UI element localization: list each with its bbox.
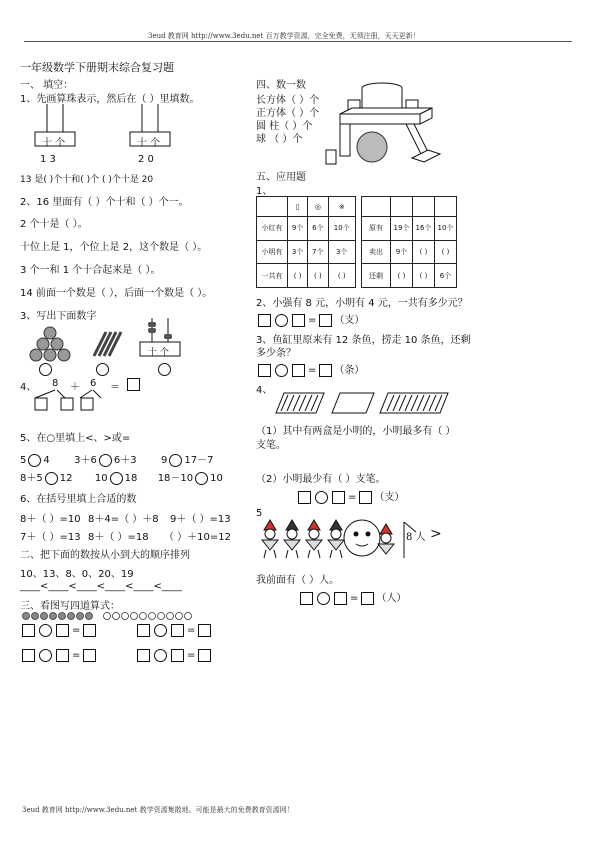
queue-greater-sign: > [430,526,442,542]
abacus-1-nums: 1 3 [40,154,56,165]
q3-text: 2 个十是（ ）。 [20,219,88,230]
q1b-text: 13 是( )个十和( )个 ( )个十是 20 [20,175,154,185]
beads-picture [22,611,202,621]
problem-3-equation: = （条） [256,361,364,377]
abacus-1-label: 十 个 [42,138,66,149]
q9-text: 5、在○里填上<、>或= [20,433,131,444]
header-rule [24,41,572,42]
fill-row-1-b: 8＋4=（ ）＋8 [88,514,159,525]
problem-5-num: 5 [256,508,263,519]
section-5-heading: 五、应用题 [256,172,306,183]
page-footer: 3eud 教育网 http://www.3edu.net 教学资源集散地。可能是最大的免费教育资源网！ [22,806,294,814]
t1-icon-2: ◎ [308,197,328,217]
queue-count-label: 8 人 [406,532,426,543]
problem-5-equation: = （人） [298,589,406,605]
table-2: 原有 19个 16个 10个 卖出 9个 ( ) ( ) 还剩 ( ) ( ) 6个 [361,196,457,288]
section-1-heading: 一、 填空： [20,80,74,91]
abacus-3-label: 十 个 [148,348,169,358]
fill-row-2-c: （ ）＋10=12 [164,532,232,543]
q6-text: 14 前面一个数是（ ），后面一个数是（ ）。 [20,288,213,299]
t1-icon-3: ※ [328,197,356,217]
q8-split-lines [35,388,105,413]
q7-answers [37,363,173,376]
table-1: ▯ ◎ ※ 小红有 9个 6个 10个 小明有 3个 7个 3个 一共有 ( ) ( ) ( ) [256,196,356,288]
problem-3-text: 3、鱼缸里原来有 12 条鱼，捞走 10 条鱼，还剩 [256,335,471,346]
section-2-heading: 二、把下面的数按从小到大的顺序排列 [20,550,190,561]
problem-3-text-2: 多少条？ [256,348,296,359]
abacus-2-label: 十 个 [137,138,161,149]
sticks-picture [92,330,122,358]
q2-text: 2、16 里面有（ ）个十和（ ）个一。 [20,197,189,208]
problem-4a-text-2: 支笔。 [256,440,286,451]
fill-row-2-a: 7＋（ ）=13 [20,532,81,543]
problem-5-question: 我前面有（ ）人。 [256,575,340,586]
q10-text: 6、在括号里填上合适的数 [20,494,137,505]
fill-row-2-b: 8＋（ ）=18 [88,532,149,543]
shape-count-cylinder: 圆 柱（ ）个 [256,121,313,132]
pencil-boxes-picture [276,391,466,417]
shape-count-cube: 正方体（ ）个 [256,108,320,119]
circles-picture [30,327,70,357]
q8-eq: ＝ [110,382,120,393]
problem-4b-text: （2）小明最少有（ ）支笔。 [256,474,386,485]
fill-row-1-a: 8＋（ ）=10 [20,514,81,525]
q8-a: 8 [52,378,59,389]
page-title: 一年级数学下册期末综合复习题 [20,61,174,74]
compare-row-1: 5 4 3＋6 6＋3 9 17－7 [20,455,214,466]
q8-num: 4、 [20,382,37,393]
q4-text: 十位上是 1，个位上是 2，这个数是（ ）。 [20,242,208,253]
equation-template-2: = [135,624,213,637]
problem-1-num: 1、 [256,186,273,197]
t1-icon-1: ▯ [288,197,308,217]
equation-template-4: = [135,649,213,662]
sequence-blanks: ____<____<____<____<____<____ [20,581,182,592]
shapes-structure-picture [322,80,447,170]
problem-2-equation: = （支） [256,311,364,327]
page-header: 3eud 教育网 http://www.3edu.net 百万教学资源，完全免费，无须注册，天天更新！ [148,32,420,40]
equation-template-3: = [20,649,98,662]
problem-4-equation: = （支） [296,488,404,504]
problem-4a-text: （1）其中有两盒是小明的，小明最多有（ ） [256,426,456,437]
q8-op: ＋ [70,382,80,393]
q7-text: 3、写出下面数字 [20,311,97,322]
section-4-heading: 四、数一数 [256,80,306,91]
q8-b: 6 [90,378,97,389]
shape-count-sphere: 球 （ ）个 [256,134,303,145]
problem-2-text: 2、小强有 8 元，小明有 4 元，一共有多少元？ [256,298,468,309]
sequence-numbers: 10、13、8、0、20、19 [20,569,134,580]
equation-template-1: = [20,624,98,637]
q8-answer-box [127,378,140,391]
problem-4-num: 4、 [256,385,273,396]
section-3-heading: 三、看图写四道算式： [20,601,120,612]
compare-row-2: 8＋5 12 10 18 18－10 10 [20,473,223,484]
q1-text: 1、先画算珠表示，然后在（ ）里填数。 [20,94,200,105]
fill-row-1-c: 9＋（ ）=13 [170,514,231,525]
abacus-2-nums: 2 0 [138,154,154,165]
q5-text: 3 个一和 1 个十合起来是（ ）。 [20,265,161,276]
shape-count-cuboid: 长方体（ ）个 [256,95,320,106]
